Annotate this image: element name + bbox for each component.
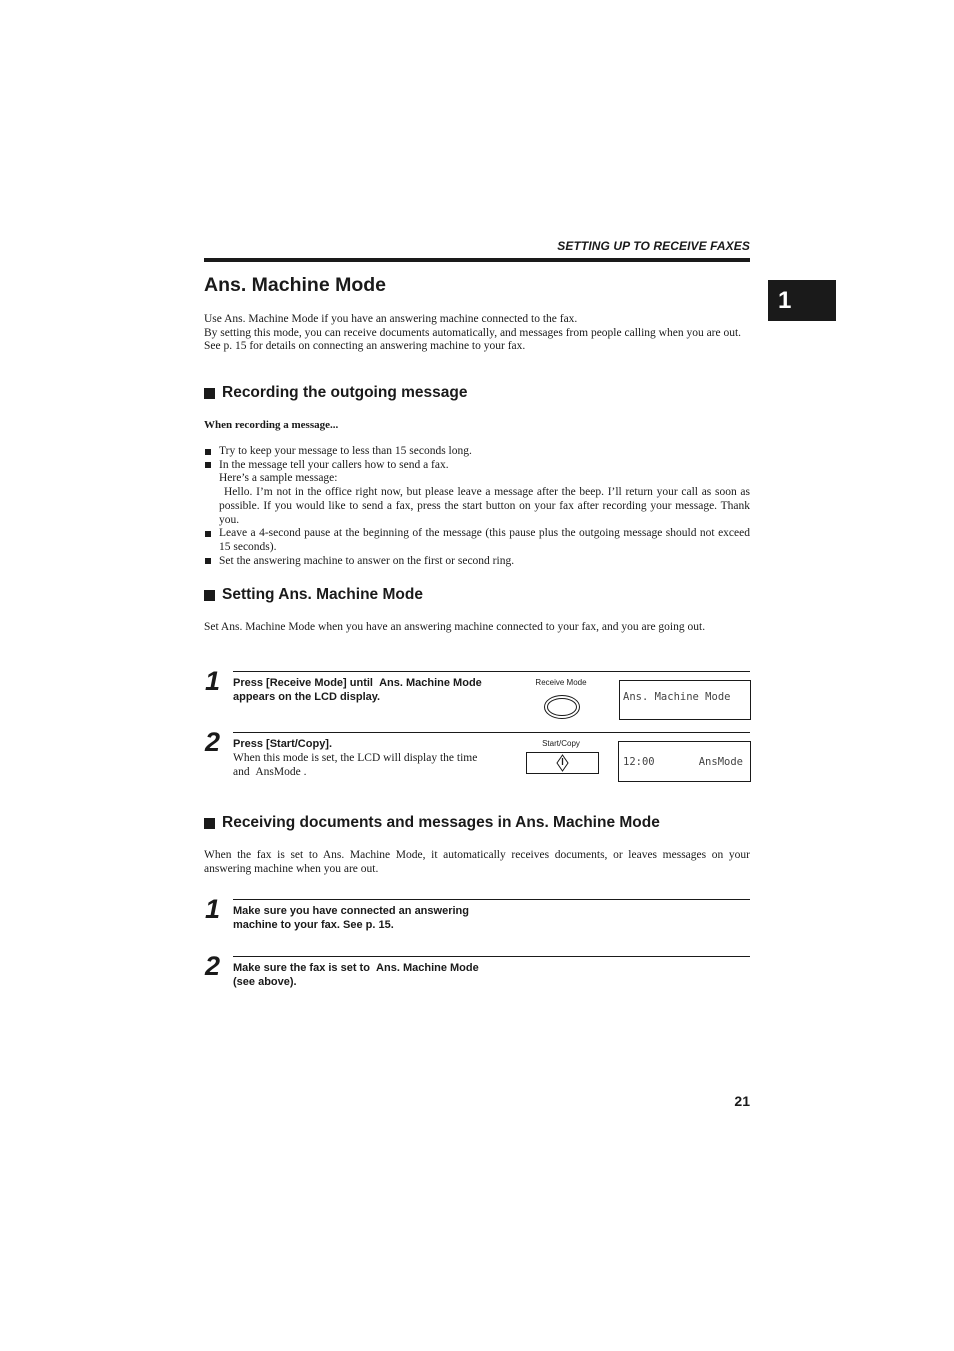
key-label: Receive Mode — [535, 678, 587, 687]
section-heading-text: Recording the outgoing message — [222, 384, 468, 401]
section-intro — [204, 849, 750, 876]
lcd-text: Ans. Machine Mode — [623, 691, 731, 703]
step-number: 1 — [205, 666, 221, 696]
sample-message-label: Here’s a sample message: — [219, 472, 338, 485]
step-rule — [233, 956, 750, 957]
square-bullet-icon — [204, 818, 215, 829]
start-diamond-icon — [526, 752, 599, 780]
bullet-list — [204, 445, 750, 568]
list-item — [204, 555, 750, 569]
square-bullet-icon — [204, 590, 215, 601]
step-description: When this mode is set, the LCD will display the time and AnsMode . — [233, 752, 478, 778]
section-intro-text: When the fax is set to Ans. Machine Mode, it automatically receives documents, or leaves messages on your answering machine when you are out. — [204, 849, 750, 875]
step-instruction: Press [Receive Mode] until Ans. Machine Mode appears on the LCD display. — [233, 677, 485, 703]
bullet-text: Set the answering machine to answer on the first or second ring. — [219, 554, 515, 567]
intro-line: See p. 15 for details on connecting an answering machine to your fax. — [204, 340, 526, 353]
bullet-text: Try to keep your message to less than 15 seconds long. — [219, 445, 472, 457]
section-heading-text: Receiving documents and messages in Ans. Machine Mode — [222, 814, 660, 831]
lcd-text: AnsMode — [698, 756, 743, 768]
bullet-text: Leave a 4-second pause at the beginning of the message (this pause plus the outgoing message should not exceed 15 seconds). — [219, 527, 750, 553]
subheading: When recording a message... — [204, 419, 339, 431]
square-bullet-icon — [205, 449, 211, 455]
step-instruction: Make sure the fax is set to Ans. Machine Mode (see above). — [233, 962, 482, 988]
bullet-text: In the message tell your callers how to send a fax. — [219, 458, 449, 471]
list-item — [204, 445, 750, 459]
lcd-display — [618, 741, 751, 782]
lcd-display — [619, 680, 751, 720]
step-instruction: Make sure you have connected an answering machine to your fax. See p. 15. — [233, 905, 469, 931]
sample-message-text: Hello. I’m not in the office right now, but please leave a message after the beep. I’ll return your call as soon as possible. If you would like to send a fax, press the start button on your fax after recording your message. Thank you. — [219, 486, 750, 526]
oval-button-icon — [543, 694, 581, 725]
square-bullet-icon — [204, 388, 215, 399]
step-number: 1 — [205, 894, 221, 924]
list-item — [204, 459, 750, 528]
running-header: SETTING UP TO RECEIVE FAXES — [557, 239, 750, 253]
step-number: 2 — [205, 727, 221, 757]
square-bullet-icon — [205, 558, 211, 564]
intro-text — [204, 313, 750, 354]
section-heading-setting — [204, 586, 423, 604]
section-heading-receiving — [204, 814, 660, 832]
step-rule — [233, 671, 750, 672]
page-title: Ans. Machine Mode — [204, 274, 387, 296]
page-number: 21 — [734, 1093, 750, 1109]
step-rule — [233, 732, 750, 733]
section-intro — [204, 621, 750, 635]
section-heading-recording — [204, 384, 467, 402]
chapter-tab: 1 — [768, 280, 836, 321]
step-number: 2 — [205, 951, 221, 981]
intro-line: Use Ans. Machine Mode if you have an answering machine connected to the fax. — [204, 313, 578, 325]
header-rule — [204, 258, 750, 262]
key-label: Start/Copy — [542, 739, 580, 748]
lcd-text: 12:00 — [623, 756, 655, 768]
step-instruction: Press [Start/Copy]. — [233, 738, 333, 750]
intro-line: By setting this mode, you can receive documents automatically, and messages from people calling when you are out. — [204, 326, 742, 339]
section-intro-text: Set Ans. Machine Mode when you have an answering machine connected to your fax, and you are going out. — [204, 621, 706, 633]
section-heading-text: Setting Ans. Machine Mode — [222, 586, 423, 603]
list-item — [204, 527, 750, 554]
square-bullet-icon — [205, 462, 211, 468]
square-bullet-icon — [205, 531, 211, 537]
step-rule — [233, 899, 750, 900]
